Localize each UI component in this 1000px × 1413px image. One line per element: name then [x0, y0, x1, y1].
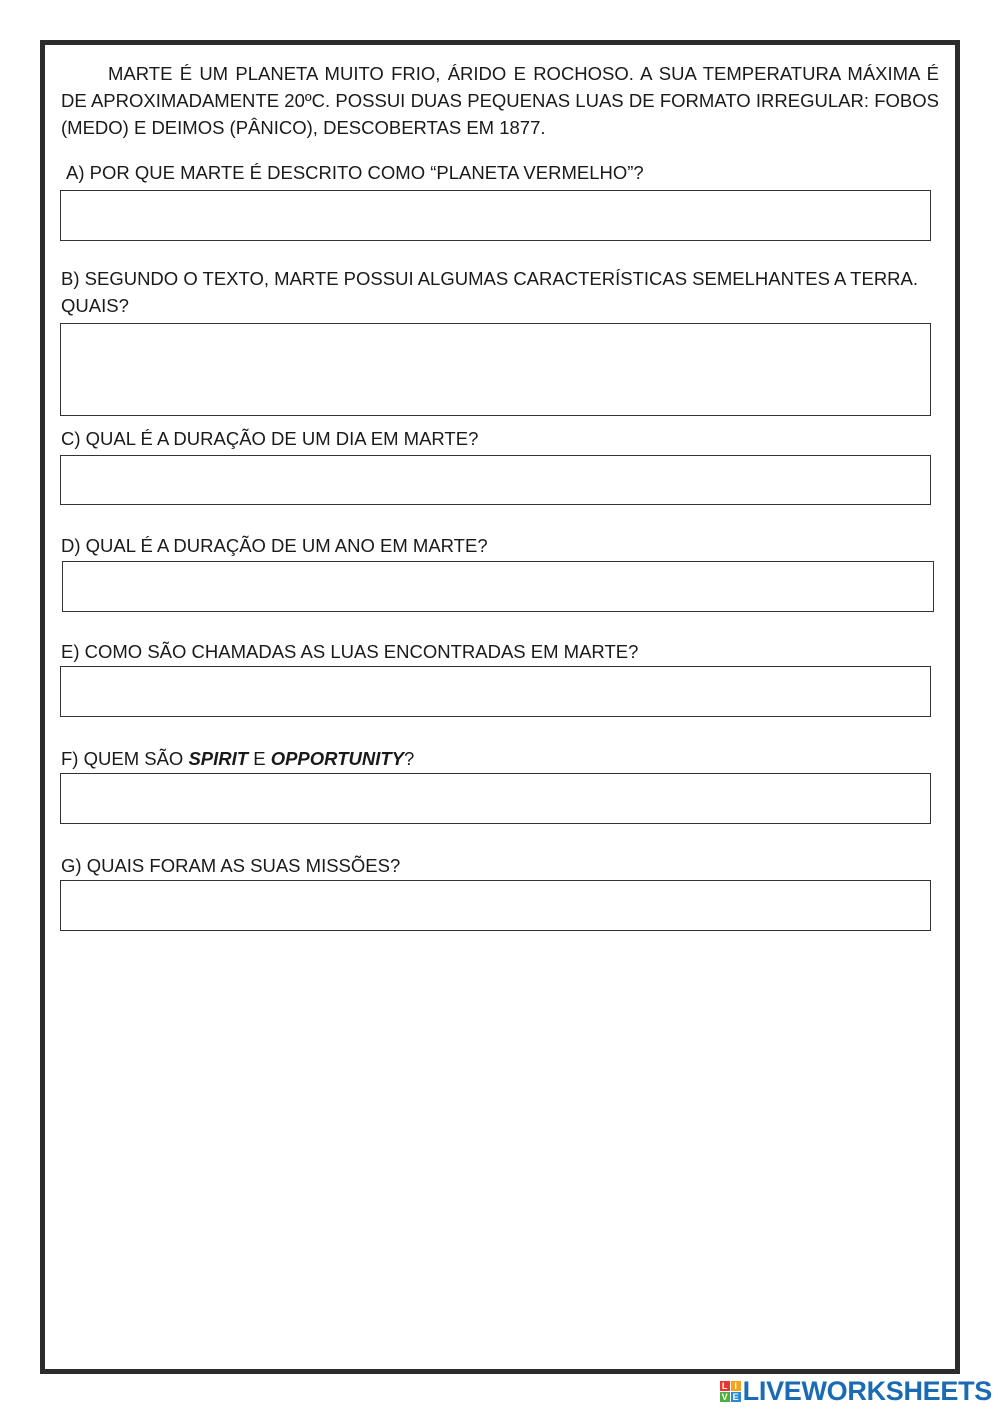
liveworksheets-logo-text: LIVEWORKSHEETS	[742, 1375, 992, 1406]
question-c-label: C) QUAL É A DURAÇÃO DE UM DIA EM MARTE?	[61, 428, 479, 449]
question-f-suffix: ?	[404, 748, 415, 769]
answer-b-field[interactable]	[60, 323, 931, 416]
answer-c-field[interactable]	[60, 455, 931, 505]
question-f-prefix: F) QUEM SÃO	[61, 748, 189, 769]
liveworksheets-logo	[720, 1375, 992, 1407]
question-f-label	[61, 746, 414, 773]
answer-e-field[interactable]	[60, 666, 931, 717]
question-f-term-spirit: SPIRIT	[188, 748, 249, 769]
liveworksheets-logo-icon	[720, 1381, 741, 1402]
logo-mark-e: E	[732, 1391, 739, 1402]
question-a-label: A) POR QUE MARTE É DESCRITO COMO “PLANETA VERMELHO”?	[66, 162, 644, 183]
question-b-label: B) SEGUNDO O TEXTO, MARTE POSSUI ALGUMAS CARACTERÍSTICAS SEMELHANTES A TERRA. QUAIS?	[61, 268, 919, 316]
logo-mark-i: I	[731, 1381, 741, 1391]
logo-mark-v: V	[721, 1391, 728, 1402]
question-d-label: D) QUAL É A DURAÇÃO DE UM ANO EM MARTE?	[61, 535, 488, 556]
answer-f-field[interactable]	[60, 773, 931, 824]
question-f-joiner: E	[248, 748, 271, 769]
question-g-label: G) QUAIS FORAM AS SUAS MISSÕES?	[61, 855, 401, 876]
question-e-label: E) COMO SÃO CHAMADAS AS LUAS ENCONTRADAS EM MARTE?	[61, 641, 639, 662]
answer-g-field[interactable]	[60, 880, 931, 931]
answer-d-field[interactable]	[62, 561, 934, 612]
logo-mark-l: L	[720, 1381, 730, 1391]
question-f-term-opportunity: OPPORTUNITY	[270, 748, 404, 769]
intro-paragraph: MARTE É UM PLANETA MUITO FRIO, ÁRIDO E ROCHOSO. A SUA TEMPERATURA MÁXIMA É DE APROXIMADAMENTE 20ºC. POSSUI DUAS PEQUENAS LUAS DE FORMATO IRREGULAR: FOBOS (MEDO) E DEIMOS (PÂNICO), DESCOBERTAS EM 1877.	[61, 63, 939, 138]
answer-a-field[interactable]	[60, 190, 931, 241]
